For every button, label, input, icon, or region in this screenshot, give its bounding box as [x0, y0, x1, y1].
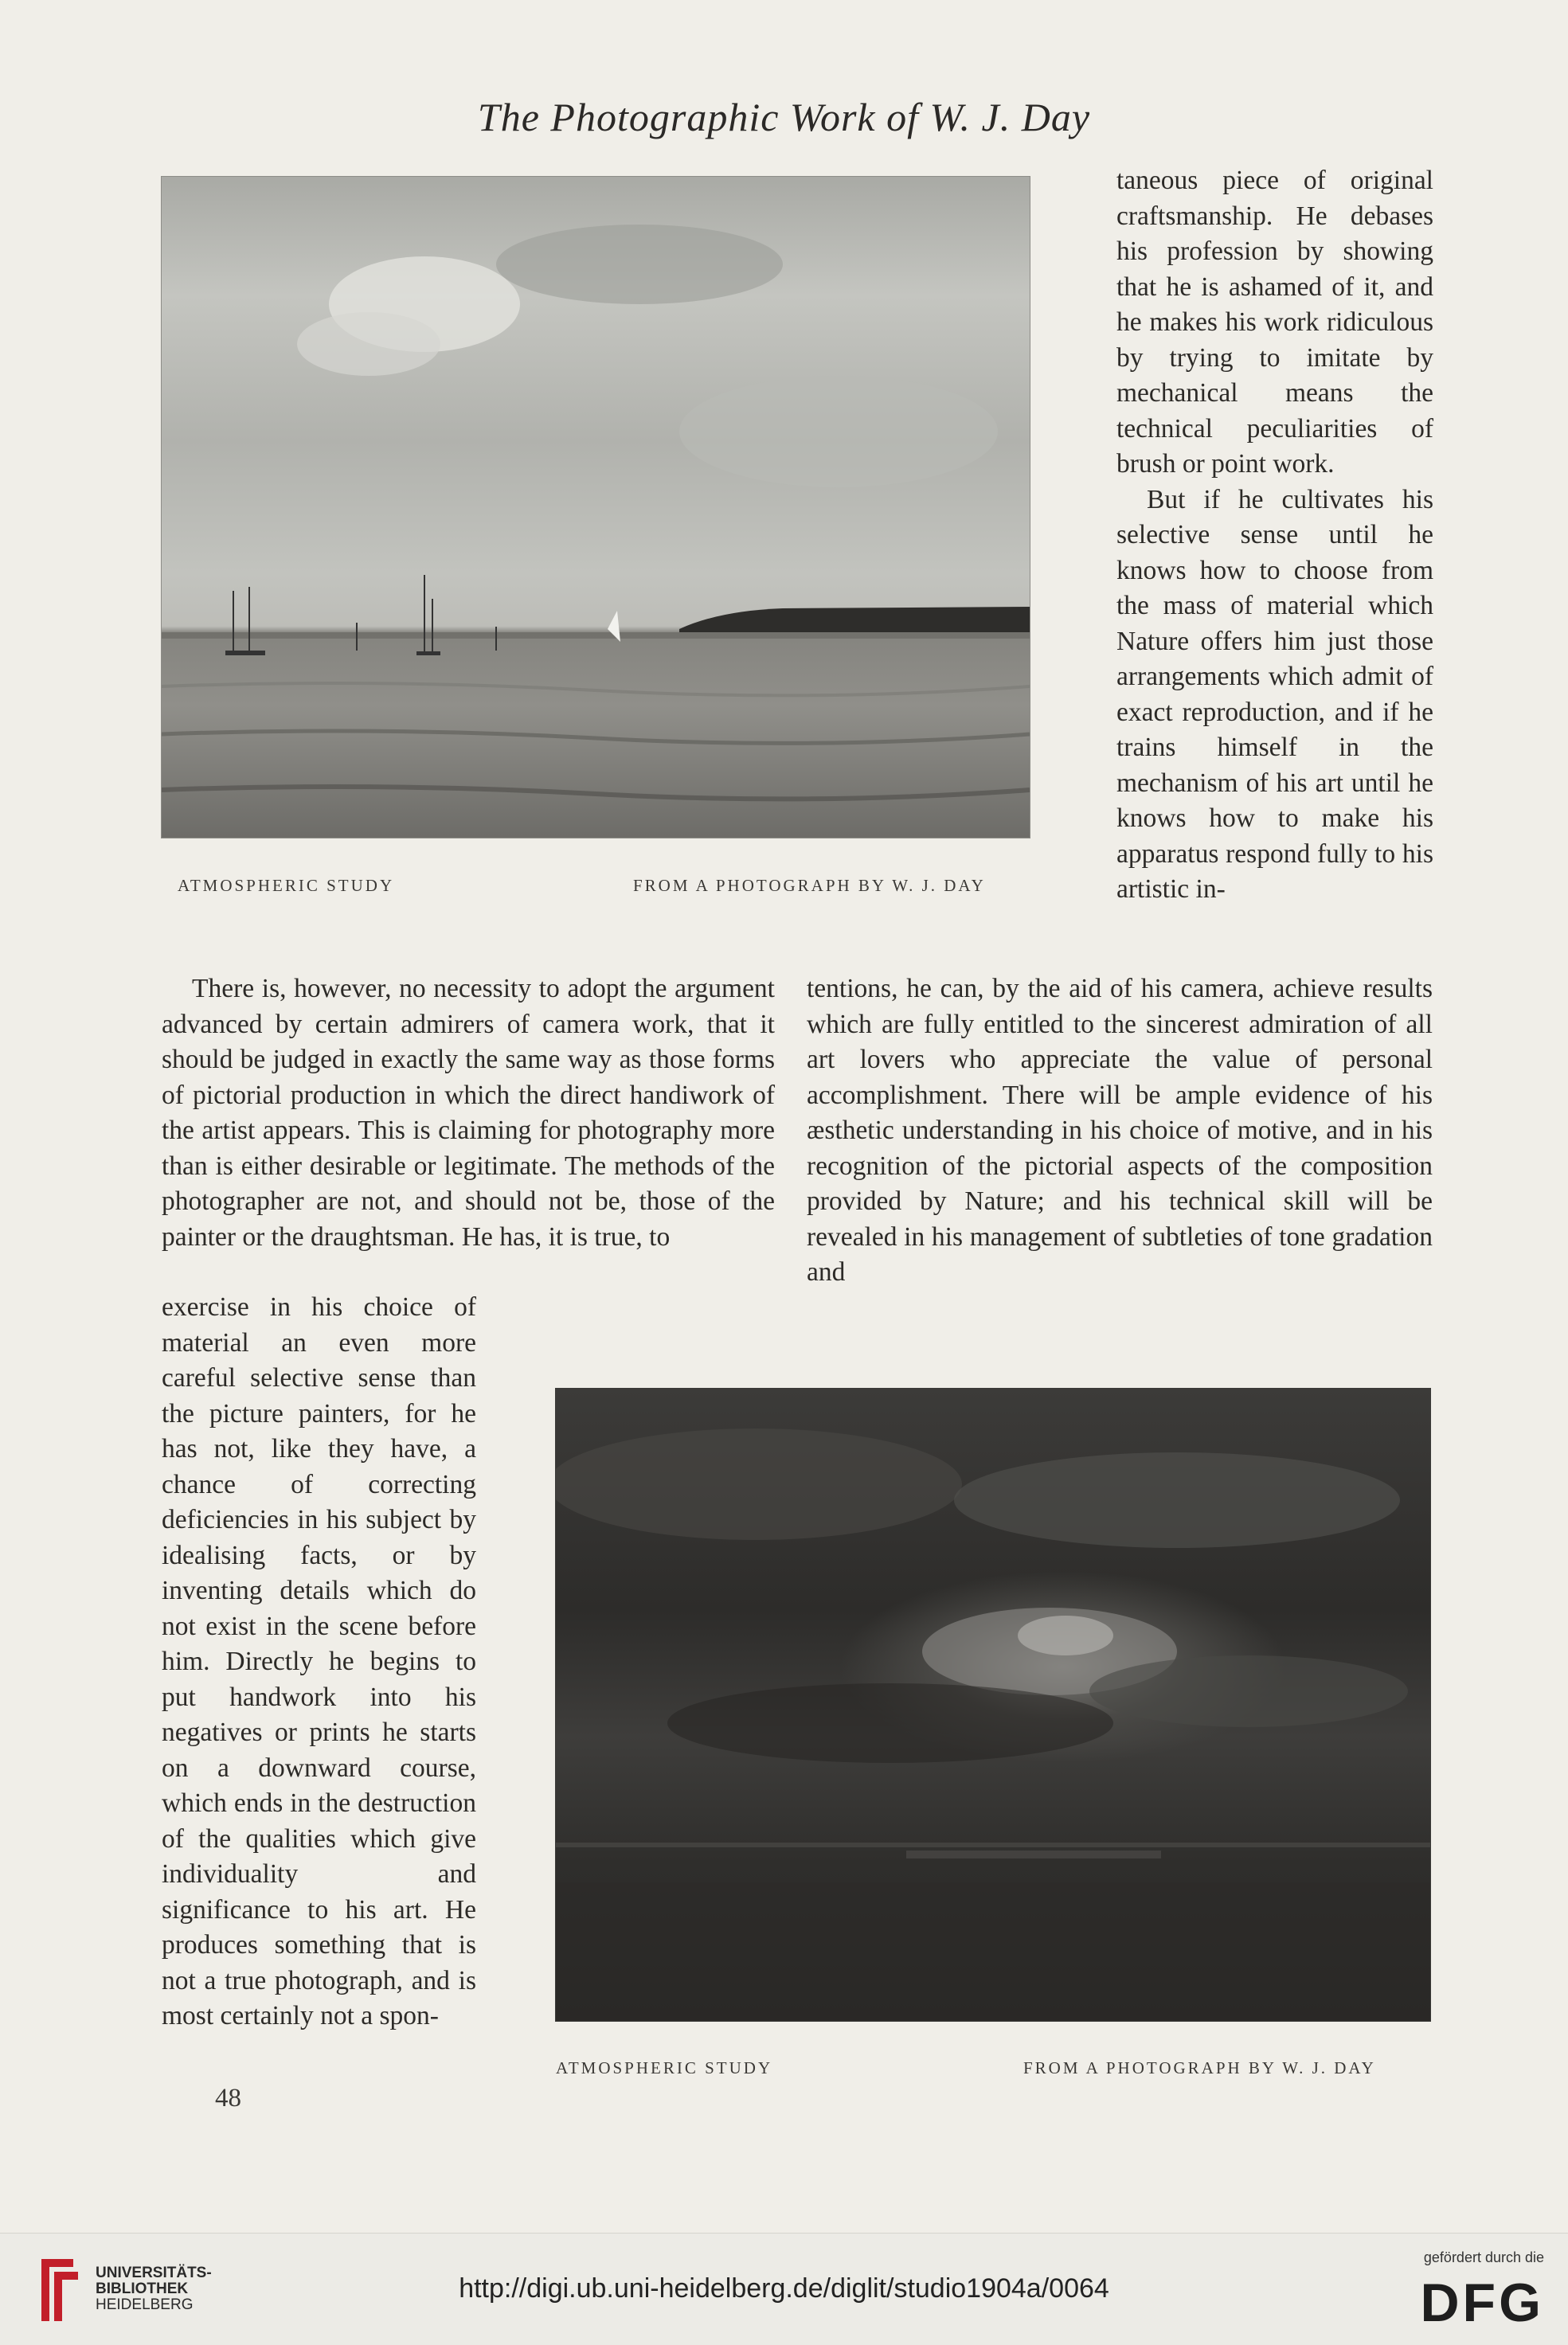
permalink-url[interactable]: http://digi.ub.uni-heidelberg.de/diglit/studio1904a/0064	[459, 2273, 1109, 2304]
caption-figure-2-credit: FROM A PHOTOGRAPH BY W. J. DAY	[1023, 2058, 1376, 2077]
paragraph: There is, however, no necessity to adopt the argument advanced by certain admirers of camera work, that it should be judged in exactly the same way as those forms of pictorial production in which the direct handiwork of the artist appears. This is claiming for photography more than is either desirable or legitimate. The methods of the photographer are not, and should not be, those of the painter or the draughtsman. He has, it is true, to	[162, 974, 775, 1252]
page-number: 48	[215, 2084, 241, 2112]
text-right-main	[807, 971, 1433, 1291]
caption-figure-1-title: ATMOSPHERIC STUDY	[178, 876, 395, 895]
library-name-line: BIBLIOTHEK	[96, 2281, 189, 2297]
text-right-top	[1116, 163, 1433, 908]
funding-label: gefördert durch die	[1423, 2249, 1544, 2265]
running-head: The Photographic Work of W. J. Day	[477, 95, 1091, 139]
library-name-line: UNIVERSITÄTS-	[96, 2265, 212, 2281]
caption-figure-1-credit: FROM A PHOTOGRAPH BY W. J. DAY	[633, 876, 986, 895]
digitization-footer	[0, 2233, 1568, 2345]
paragraph: But if he cultivates his selective sense until he knows how to choose from the mass of material which Nature offers him just those arrangements which admit of exact reproduction, and if he trains himself in the mechanism of his art until he knows how to make his apparatus respond fully to his artistic in-	[1116, 484, 1433, 904]
caption-figure-2-title: ATMOSPHERIC STUDY	[556, 2058, 773, 2077]
photo-atmospheric-study-2	[556, 1389, 1430, 2021]
library-name-line: HEIDELBERG	[96, 2296, 194, 2313]
paragraph: exercise in his choice of material an even more careful selective sense than the picture painters, for he has not, like they have, a chance of correcting deficiencies in his subject by idealising facts, or by inventing details which do not exist in the scene before him. Directly he begins to put handwork into his negatives or prints he starts on a downward course, which ends in the destruction of the qualities which give individuality and significance to his art. He produces something that is not a true photograph, and is most certainly not a spon-	[162, 1292, 476, 2030]
text-left-main	[162, 971, 775, 1255]
text-left-narrow	[162, 1290, 476, 2034]
seascape-illustration	[162, 177, 1030, 838]
moonlit-sea-illustration	[556, 1389, 1430, 2021]
paragraph: tentions, he can, by the aid of his camera, achieve results which are fully entitled to the sincerest admiration of all art lovers who appreciate the value of personal accomplishment. There will be ample evidence of his æsthetic understanding in his choice of motive, and in his recognition of the pictorial aspects of the composition provided by Nature; and his technical skill will be revealed in his management of subtleties of tone gradation and	[807, 974, 1433, 1287]
photo-atmospheric-study-1	[162, 177, 1030, 838]
paragraph: taneous piece of original craftsmanship. He debases his profession by showing that he is ashamed of it, and he makes his work ridiculous by trying to imitate by mechanical means the technical peculiarities of brush or point work.	[1116, 166, 1433, 479]
dfg-logo: DFG	[1420, 2273, 1544, 2333]
